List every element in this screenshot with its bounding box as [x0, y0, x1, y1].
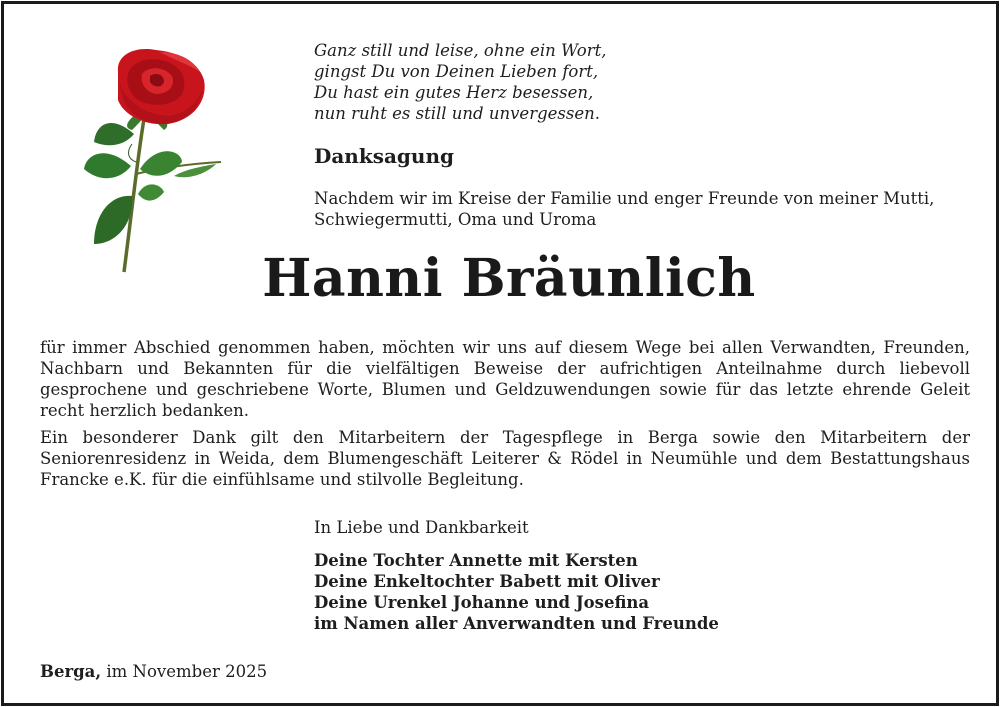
heading-danksagung: Danksagung: [314, 144, 454, 168]
obituary-card: [1, 1, 999, 706]
place-date: [40, 661, 267, 682]
closing-phrase: In Liebe und Dankbarkeit: [314, 518, 529, 537]
poem-line: Du hast ein gutes Herz besessen,: [314, 83, 594, 102]
intro-text: Nachdem wir im Kreise der Familie und enger Freunde von meiner Mutti, Schwiegermutti, Oma und Uroma: [314, 189, 935, 229]
signer-line: Deine Urenkel Johanne und Josefina: [314, 593, 650, 612]
poem-line: Ganz still und leise, ohne ein Wort,: [314, 41, 607, 60]
signer-line: im Namen aller Anverwandten und Freunde: [314, 614, 719, 633]
signer-line: Deine Enkeltochter Babett mit Oliver: [314, 572, 660, 591]
poem: [314, 40, 734, 124]
body-text: [40, 337, 970, 496]
signers-list: [314, 550, 719, 634]
place-city: Berga,: [40, 662, 102, 681]
place-date-text: im November 2025: [106, 662, 268, 681]
signer-line: Deine Tochter Annette mit Kersten: [314, 551, 638, 570]
paragraph-thanks: für immer Abschied genommen haben, möchten wir uns auf diesem Wege bei allen Verwandten, Freunden, Nachbarn und Bekannten für die vielfältigen Beweise der aufrichtigen Anteilnahme durch liebevoll gesprochene und geschriebene Worte, Blumen und Geldzuwendungen sowie für das letzte ehrende Geleit recht herzlich bedanken.: [40, 338, 970, 420]
paragraph-special-thanks: Ein besonderer Dank gilt den Mitarbeitern der Tagespflege in Berga sowie den Mitarbeitern der Seniorenresidenz in Weida, dem Blumengeschäft Leiterer & Rödel in Neumühle und dem Bestattungshaus Francke e.K. für die einfühlsame und stilvolle Begleitung.: [40, 428, 970, 489]
rose-icon: [76, 44, 226, 274]
poem-line: gingst Du von Deinen Lieben fort,: [314, 62, 599, 81]
poem-line: nun ruht es still und unvergessen.: [314, 104, 600, 123]
deceased-name: Hanni Bräunlich: [262, 248, 756, 309]
